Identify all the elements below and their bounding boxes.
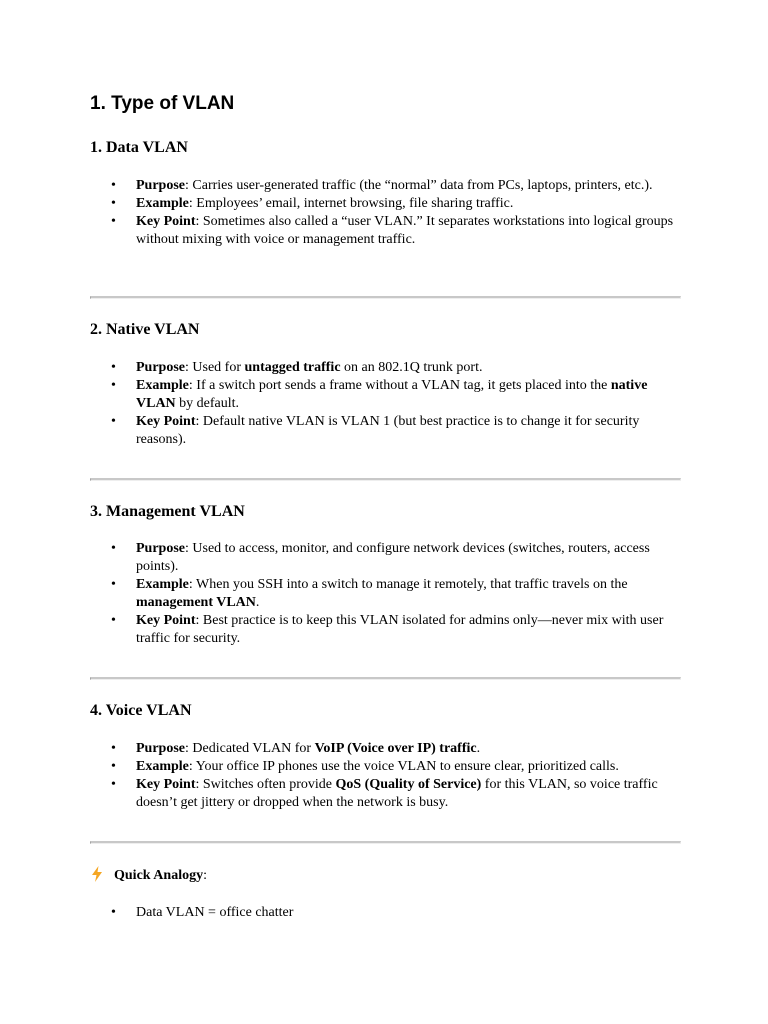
list-item: [90, 213, 680, 249]
item-emphasis: QoS (Quality of Service): [335, 777, 482, 792]
item-text: : Best practice is to keep this VLAN isolated for admins only—never mix with user traffic for security.: [136, 613, 664, 646]
item-label: Purpose: [136, 541, 185, 556]
list-item: [90, 576, 680, 612]
item-text: Data VLAN = office chatter: [136, 905, 294, 920]
section-divider: [90, 296, 681, 299]
item-text: : When you SSH into a switch to manage it remotely, that traffic travels on the: [188, 577, 628, 592]
section-heading-voice-vlan: 4. Voice VLAN: [90, 702, 192, 719]
item-label: Key Point: [136, 777, 196, 792]
item-label: Purpose: [136, 360, 185, 375]
analogy-label: Quick Analogy: [114, 868, 204, 883]
list-item: [90, 377, 680, 413]
item-text: : Used for: [185, 360, 245, 375]
list-item: [90, 413, 680, 449]
item-text: .: [255, 595, 260, 610]
item-text: : Default native VLAN is VLAN 1 (but best practice is to change it for security reasons).: [136, 414, 640, 447]
section-divider: [90, 677, 681, 680]
item-text: : Used to access, monitor, and configure network devices (switches, routers, access points).: [136, 541, 650, 574]
section-divider: [90, 478, 681, 481]
section-divider: [90, 841, 681, 844]
item-text: by default.: [175, 396, 240, 411]
item-text: : Employees’ email, internet browsing, file sharing traffic.: [188, 196, 514, 211]
quick-analogy-heading: [90, 866, 207, 884]
list-item: [90, 177, 680, 195]
item-label: Purpose: [136, 178, 185, 193]
analogy-suffix: :: [203, 868, 207, 883]
bullet-list-analogy: [90, 904, 680, 922]
bullet-list-native-vlan: [90, 359, 680, 449]
item-emphasis: native VLAN: [136, 378, 648, 411]
item-label: Example: [136, 378, 189, 393]
list-item: [90, 195, 680, 213]
item-emphasis: untagged traffic: [244, 360, 341, 375]
item-text: .: [476, 741, 481, 756]
item-text: : Carries user-generated traffic (the “normal” data from PCs, laptops, printers, etc.).: [185, 178, 653, 193]
item-label: Key Point: [136, 613, 196, 628]
item-label: Key Point: [136, 214, 196, 229]
item-label: Example: [136, 759, 189, 774]
item-label: Example: [136, 577, 189, 592]
list-item: [90, 540, 680, 576]
section-heading-management-vlan: 3. Management VLAN: [90, 503, 245, 520]
section-heading-native-vlan: 2. Native VLAN: [90, 321, 200, 338]
item-text: : Sometimes also called a “user VLAN.” It separates workstations into logical groups without mixing with voice or management traffic.: [136, 214, 674, 247]
bullet-list-data-vlan: [90, 177, 680, 249]
item-label: Key Point: [136, 414, 196, 429]
bullet-list-voice-vlan: [90, 740, 680, 812]
list-item: [90, 740, 680, 758]
item-text: for this VLAN, so voice traffic doesn’t get jittery or dropped when the network is busy.: [136, 777, 658, 810]
list-item: [90, 904, 680, 922]
item-text: on an 802.1Q trunk port.: [340, 360, 483, 375]
list-item: [90, 359, 680, 377]
bullet-list-management-vlan: [90, 540, 680, 648]
item-text: : Your office IP phones use the voice VLAN to ensure clear, prioritized calls.: [188, 759, 619, 774]
item-emphasis: management VLAN: [136, 595, 256, 610]
item-label: Purpose: [136, 741, 185, 756]
item-text: : Switches often provide: [195, 777, 336, 792]
item-text: : Dedicated VLAN for: [185, 741, 315, 756]
list-item: [90, 758, 680, 776]
lightning-bolt-icon: [90, 866, 104, 882]
list-item: [90, 612, 680, 648]
list-item: [90, 776, 680, 812]
section-heading-data-vlan: 1. Data VLAN: [90, 139, 188, 156]
item-text: : If a switch port sends a frame without a VLAN tag, it gets placed into the: [188, 378, 611, 393]
item-emphasis: VoIP (Voice over IP) traffic: [314, 741, 477, 756]
item-label: Example: [136, 196, 189, 211]
page-title: 1. Type of VLAN: [90, 93, 235, 114]
